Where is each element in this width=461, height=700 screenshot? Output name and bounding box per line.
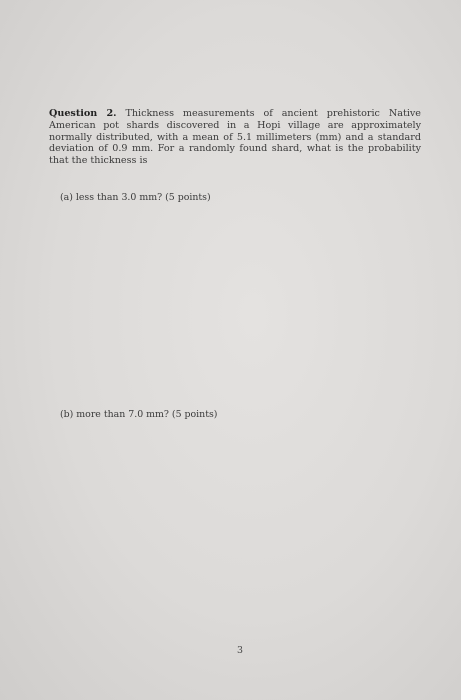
part-b-text: (b) more than 7.0 mm? (5 points) [60,409,218,420]
page-number: 3 [237,645,243,656]
question-text [49,108,421,167]
question-body: Thickness measurements of ancient prehistoric Native American pot shards discovered in a Hopi village are approximately normally distributed, with a mean of 5.1 millimeters (mm) and a standard deviation of 0.9 mm. For a randomly found shard, what is the probability that the thickness is [49,108,421,167]
part-a-text: (a) less than 3.0 mm? (5 points) [60,192,211,203]
question-heading: Question 2. [49,108,117,119]
